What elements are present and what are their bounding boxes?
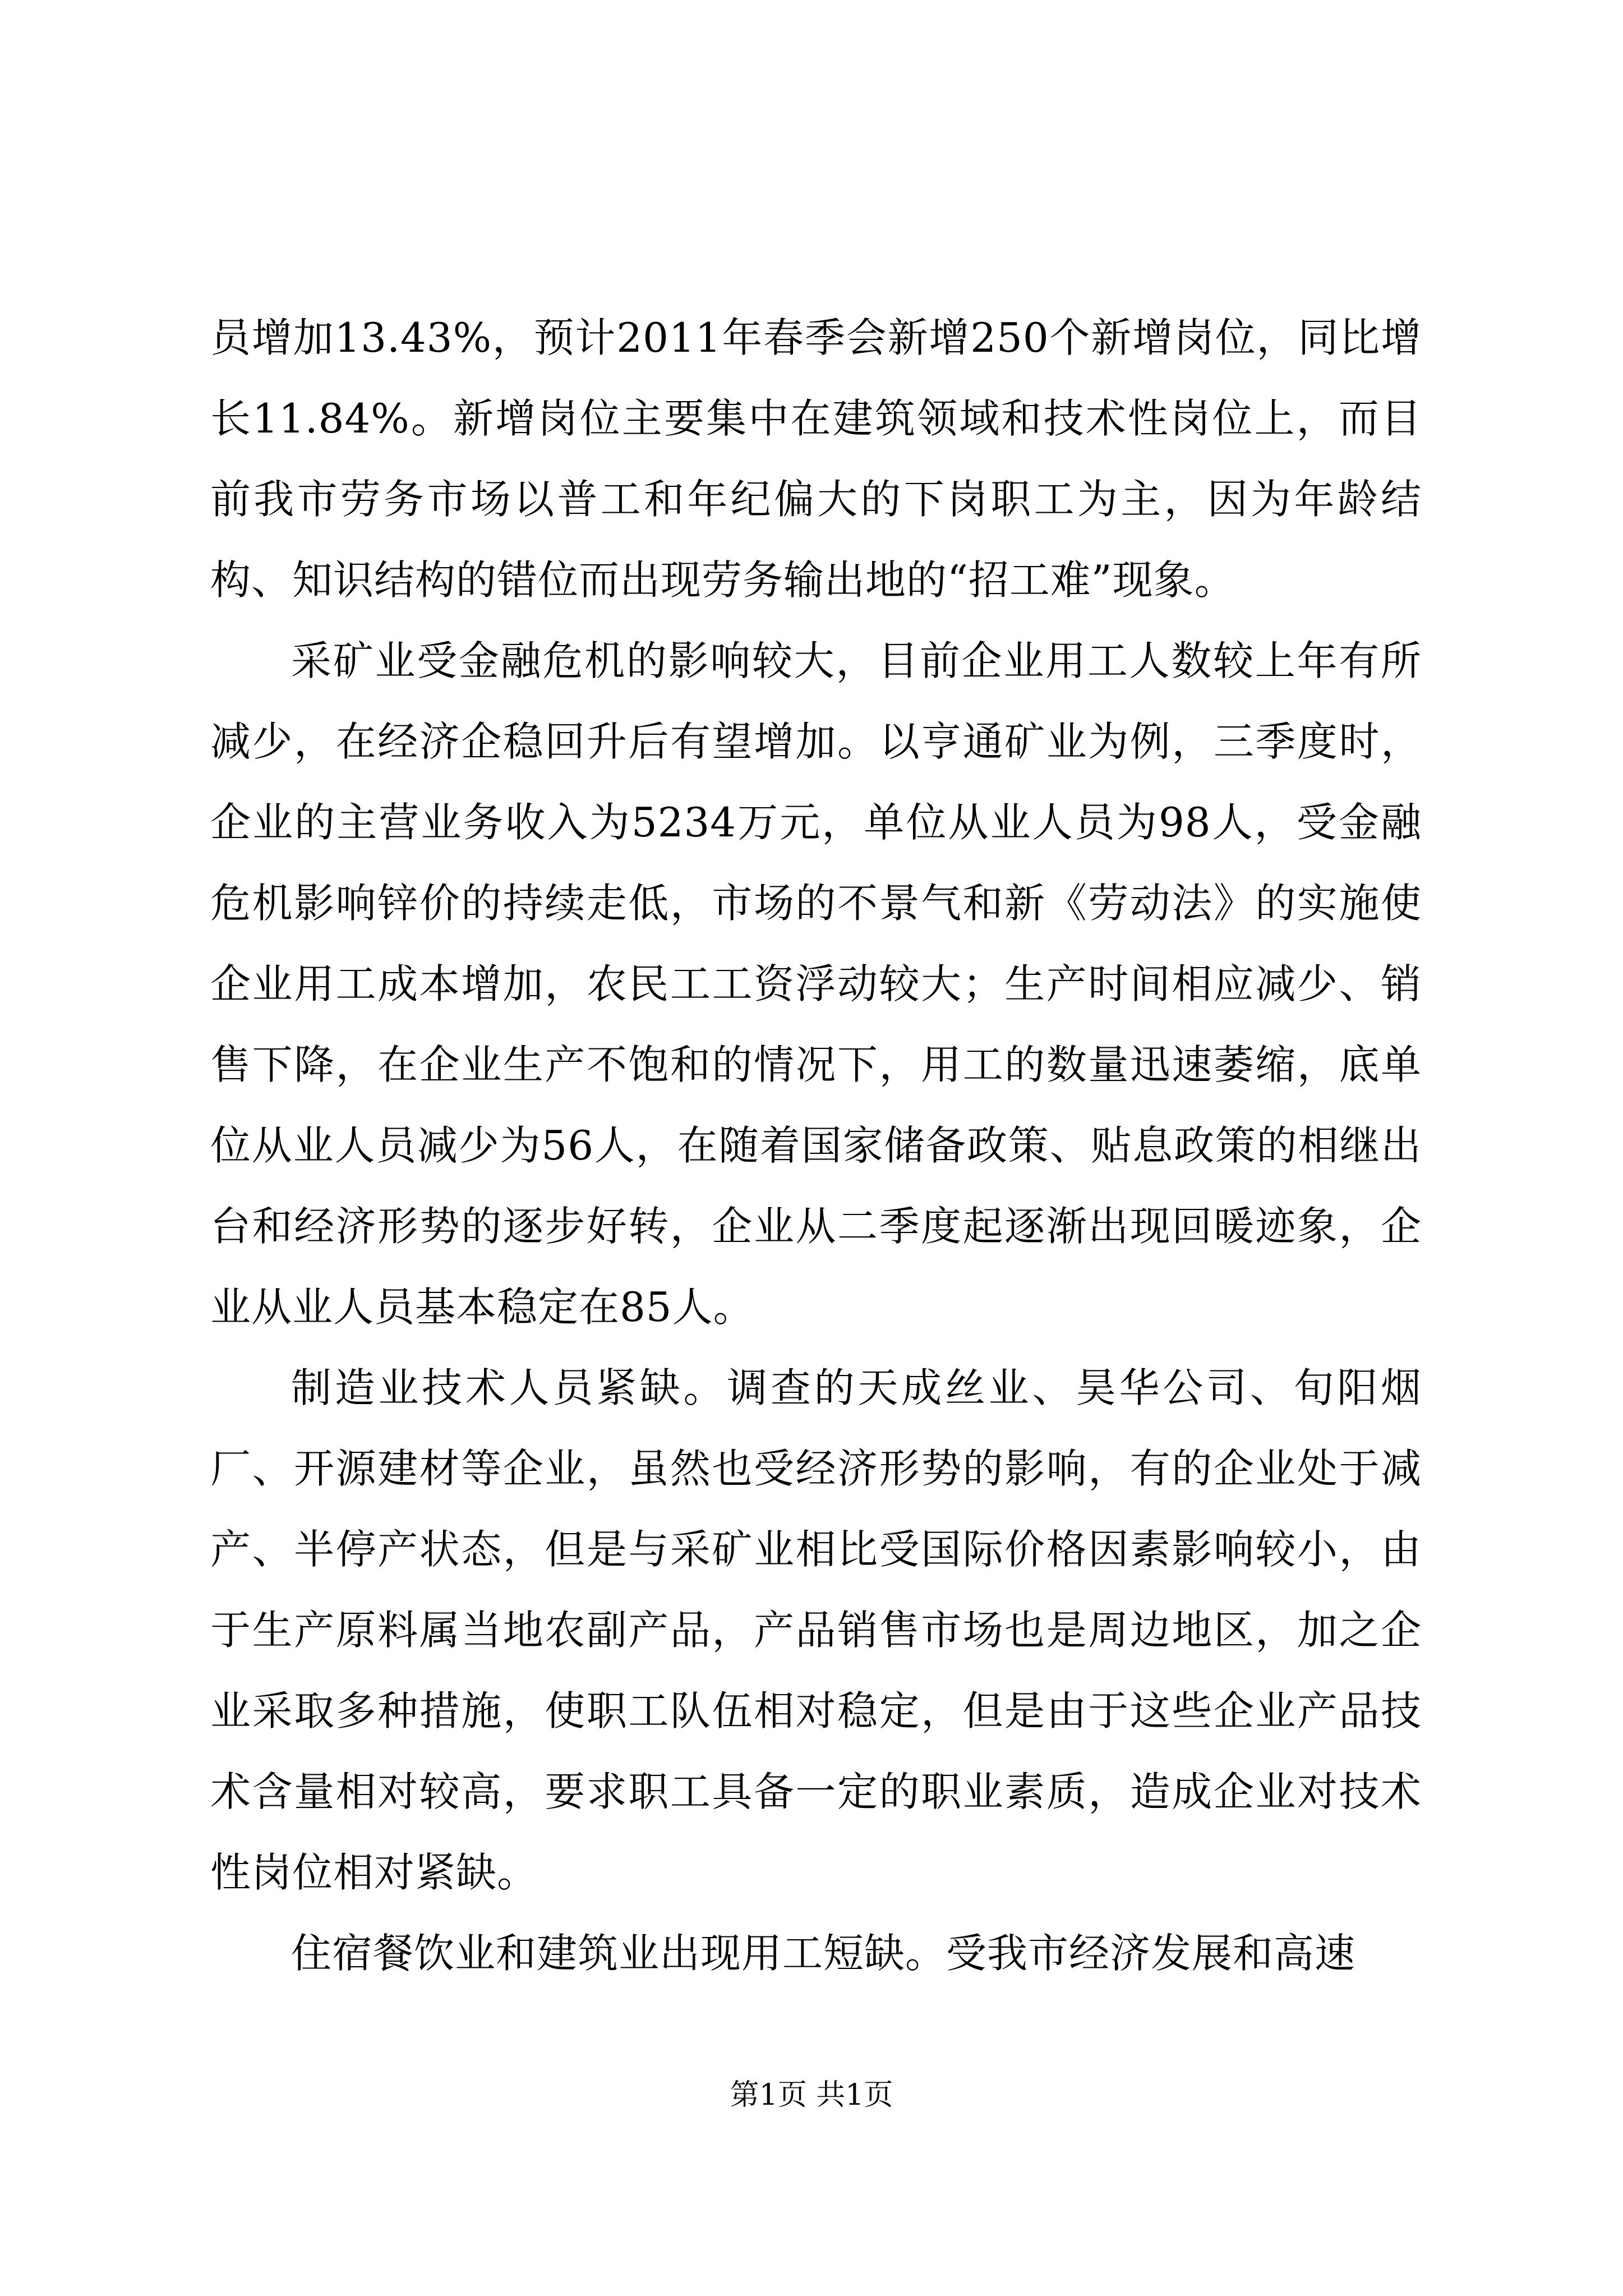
paragraph-2: 采矿业受金融危机的影响较大，目前企业用工人数较上年有所减少，在经济企稳回升后有望增加。以亨通矿业为例，三季度时，企业的主营业务收入为5234万元，单位从业人员为98人，受金融危机影响锌价的持续走低，市场的不景气和新《劳动法》的实施使企业用工成本增加，农民工工资浮动较大；生产时间相应减少、销售下降，在企业生产不饱和的情况下，用工的数量迅速萎缩，底单位从业人员减少为56人，在随着国家储备政策、贴息政策的相继出台和经济形势的逐步好转，企业从二季度起逐渐出现回暖迹象，企业从业人员基本稳定在85人。 xyxy=(210,637,1422,1331)
paragraph-1: 员增加13.43%，预计2011年春季会新增250个新增岗位，同比增长11.84%。新增岗位主要集中在建筑领域和技术性岗位上，而目前我市劳务市场以普工和年纪偏大的下岗职工为主，因为年龄结构、知识结构的错位而出现劳务输出地的“招工难”现象。 xyxy=(210,314,1422,604)
document-body xyxy=(210,297,1422,1994)
paragraph-3: 制造业技术人员紧缺。调查的天成丝业、昊华公司、旬阳烟厂、开源建材等企业，虽然也受经济形势的影响，有的企业处于减产、半停产状态，但是与采矿业相比受国际价格因素影响较小，由于生产原料属当地农副产品，产品销售市场也是周边地区，加之企业采取多种措施，使职工队伍相对稳定，但是由于这些企业产品技术含量相对较高，要求职工具备一定的职业素质，造成企业对技术性岗位相对紧缺。 xyxy=(210,1364,1422,1896)
page-footer: 第1页 共1页 xyxy=(730,2078,893,2112)
paragraph-4: 住宿餐饮业和建筑业出现用工短缺。受我市经济发展和高速 xyxy=(291,1930,1356,1977)
